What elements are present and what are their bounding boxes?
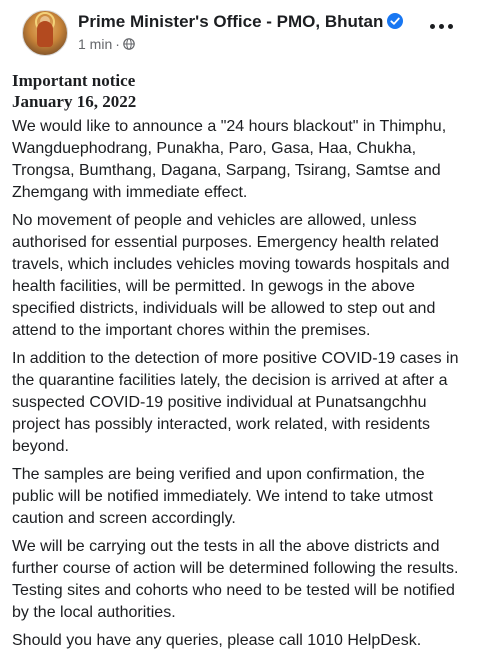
notice-date: January 16, 2022 (12, 92, 137, 111)
notice-paragraph: We would like to announce a "24 hours blackout" in Thimphu, Wangduephodrang, Punakha, Paro, Gasa, Haa, Chukha, Trongsa, Bumthang, Dagana, Sarpang, Tsirang, Samtse and Zhemgang with immediate effect. (12, 118, 447, 201)
avatar-figure (37, 21, 53, 47)
verified-badge-icon (387, 13, 403, 29)
notice-paragraph: The samples are being verified and upon confirmation, the public will be notified immediately. We intend to take utmost caution and screen accordingly. (12, 466, 433, 527)
post-meta (78, 36, 135, 52)
page-name-link[interactable] (78, 12, 403, 32)
meta-separator: · (115, 36, 120, 52)
notice-title: Important notice (12, 71, 136, 90)
more-dot-icon (430, 24, 435, 29)
page-avatar[interactable] (22, 10, 68, 56)
post-time[interactable]: 1 min (78, 36, 113, 52)
notice-paragraph: In addition to the detection of more positive COVID-19 cases in the quarantine facilities lately, the decision is arrived at after a suspected COVID-19 positive individual at Punatsangchhu project has possibly interacted, work related, with residents beyond. (12, 350, 459, 455)
globe-icon[interactable] (123, 38, 135, 50)
more-options-button[interactable] (426, 14, 456, 38)
more-dot-icon (439, 24, 444, 29)
notice-paragraph: Should you have any queries, please call 1010 HelpDesk. (12, 632, 422, 649)
notice-paragraph: No movement of people and vehicles are allowed, unless authorised for essential purposes. Emergency health related travels, which includes vehicles moving towards hospitals and health facilities, will be permitted. In gewogs in the above specified districts, individuals will be allowed to step out and attend to the important chores within the premises. (12, 212, 450, 339)
page-name[interactable]: Prime Minister's Office - PMO, Bhutan (78, 12, 384, 31)
notice-body (12, 70, 470, 652)
more-dot-icon (448, 24, 453, 29)
post-header (12, 0, 470, 62)
notice-paragraph: We will be carrying out the tests in all the above districts and further course of action will be determined following the results. Testing sites and cohorts who need to be tested will be notified by the local authorities. (12, 538, 459, 621)
